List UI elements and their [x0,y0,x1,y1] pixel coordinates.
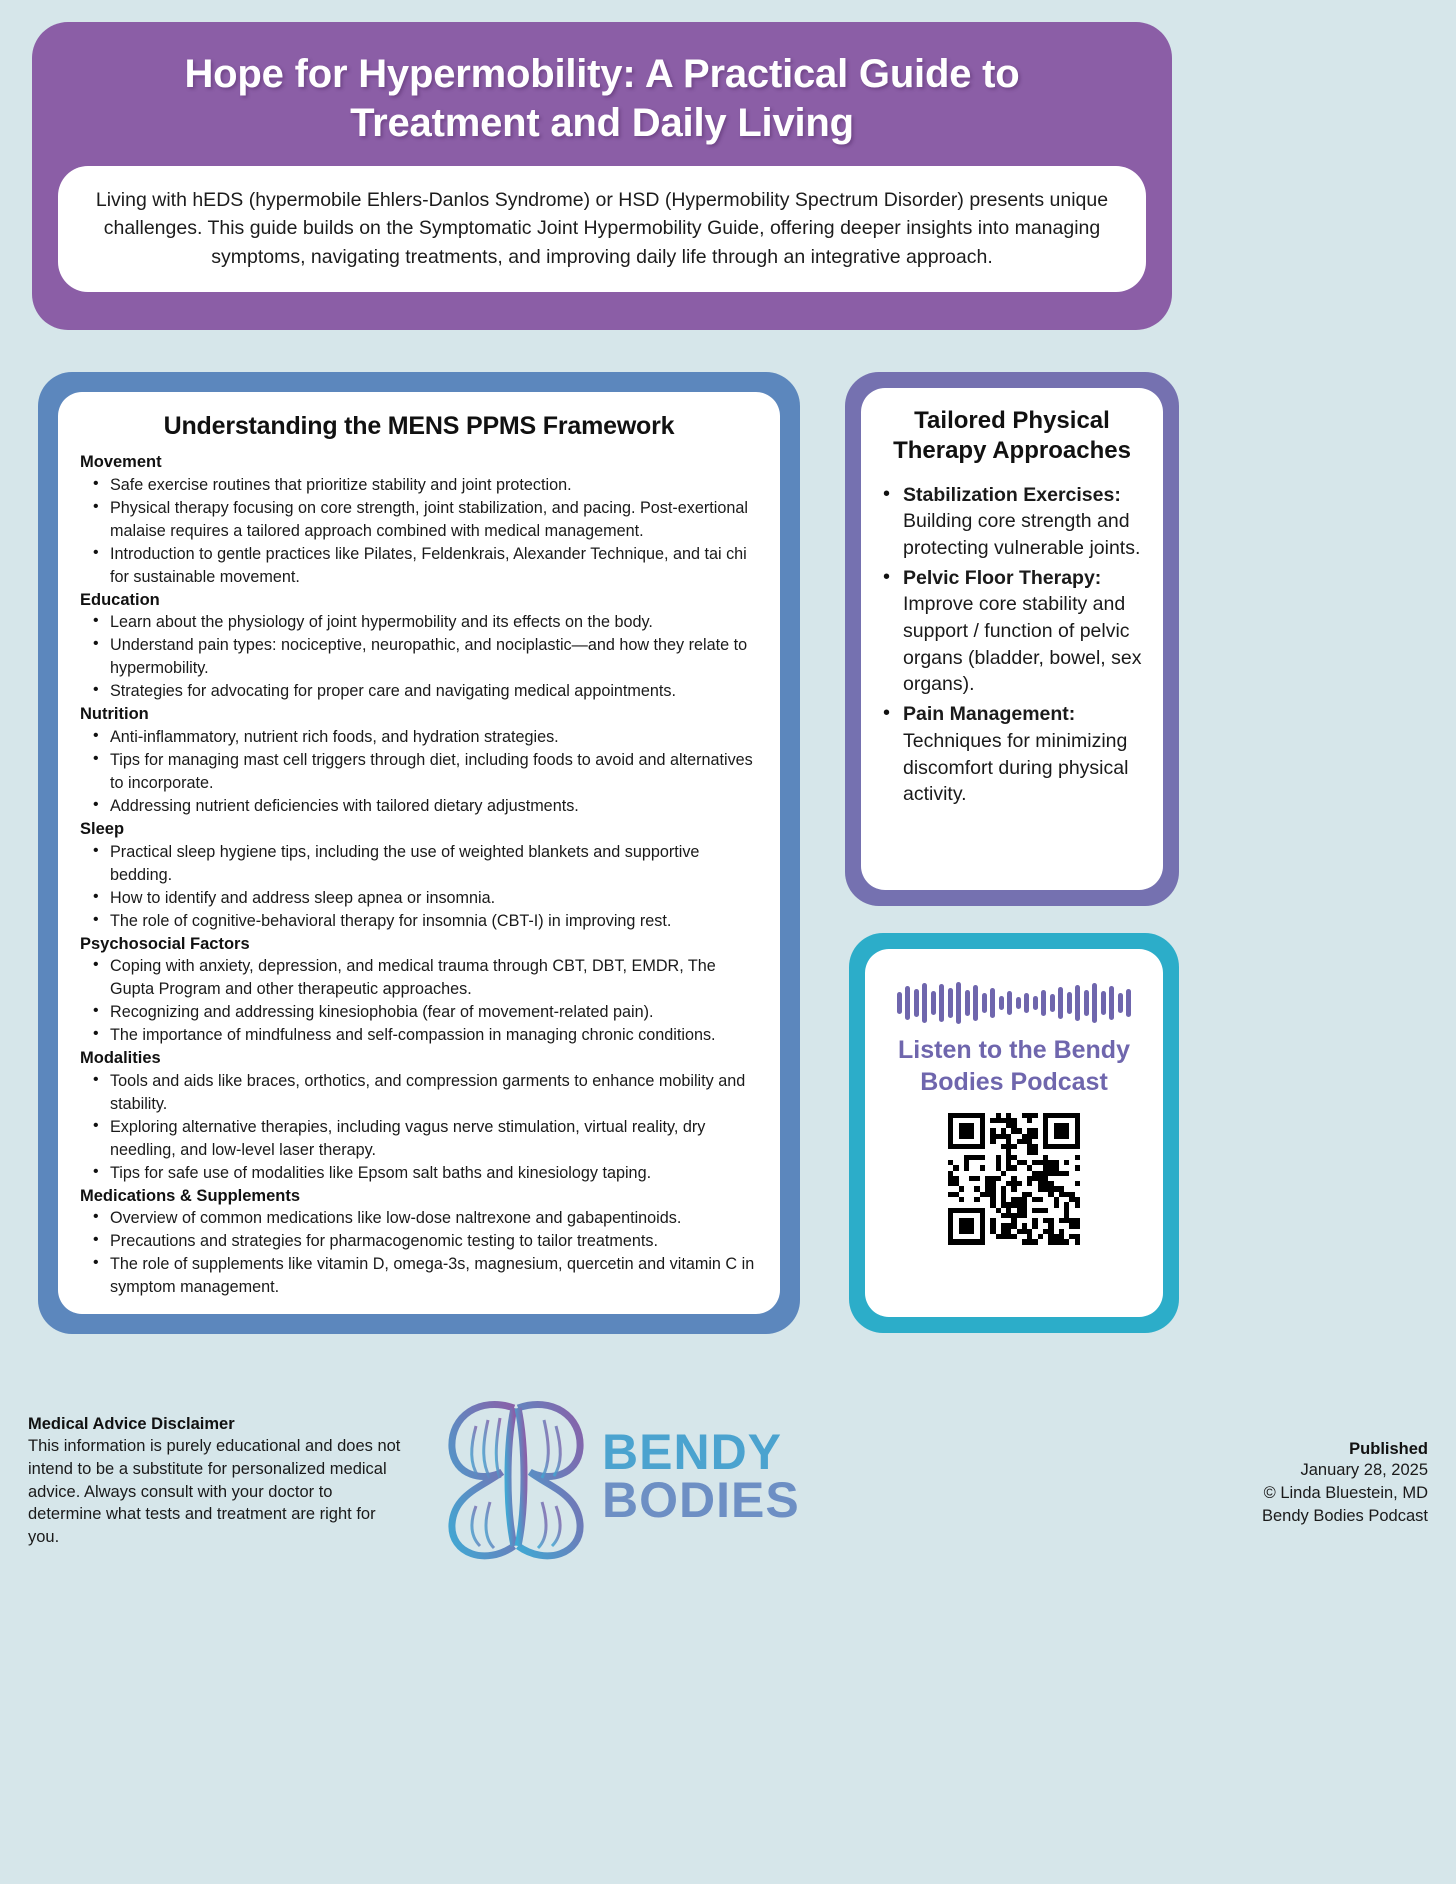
list-item [875,701,1149,808]
waveform-bar [1033,996,1038,1010]
list-item: • Safe exercise routines that prioritize stability and joint protection. [80,474,758,497]
list-item [875,482,1149,562]
waveform-bar [1024,993,1029,1013]
list-item: • Overview of common medications like low-dose naltrexone and gabapentinoids. [80,1207,758,1230]
list-item: • The role of cognitive-behavioral therapy for insomnia (CBT-I) in improving rest. [80,910,758,933]
waveform-bar [1118,993,1123,1013]
section-heading: Sleep [80,819,125,838]
section-list [80,1207,758,1299]
waveform-bar [1050,994,1055,1012]
published-date: January 28, 2025 [1300,1461,1428,1479]
waveform-bar [1109,986,1114,1020]
waveform-bar [982,993,987,1013]
section-list [80,474,758,589]
header-subtitle: Living with hEDS (hypermobile Ehlers-Danlos Syndrome) or HSD (Hypermobility Spectrum Disorder) presents unique challenges. This guide builds on the Symptomatic Joint Hypermobility Guide, offering deeper insights into managing symptoms, navigating treatments, and improving daily life through an integrative approach. [95,188,1109,269]
waveform-bar [897,992,902,1014]
section-list [80,955,758,1047]
waveform-bar [948,988,953,1018]
pt-description: Improve core stability and support / function of pelvic organs (bladder, bowel, sex organs). [903,593,1142,696]
waveform-bar [1067,992,1072,1014]
list-item: • Tips for safe use of modalities like Epsom salt baths and kinesiology taping. [80,1162,758,1185]
waveform-bar [1058,987,1063,1019]
disclaimer-heading: Medical Advice Disclaimer [28,1415,235,1433]
audio-waveform-icon [897,981,1132,1025]
list-item: • Addressing nutrient deficiencies with tailored dietary adjustments. [80,795,758,818]
waveform-bar [1126,989,1131,1017]
section-list [80,1070,758,1185]
list-item: • Anti-inflammatory, nutrient rich foods, and hydration strategies. [80,726,758,749]
medical-advice-disclaimer [28,1415,408,1549]
waveform-bar [990,988,995,1018]
waveform-bar [1041,990,1046,1016]
waveform-bar [1101,991,1106,1015]
waveform-bar [956,982,961,1024]
list-item: • Recognizing and addressing kinesiophobia (fear of movement-related pain). [80,1001,758,1024]
pt-term: Pain Management: [903,703,1076,726]
section-heading: Modalities [80,1049,161,1068]
list-item: • How to identify and address sleep apnea or insomnia. [80,887,758,910]
physical-therapy-title: Tailored Physical Therapy Approaches [893,407,1131,464]
header-subtitle-panel [58,166,1146,293]
waveform-bar [922,983,927,1023]
list-item: • Coping with anxiety, depression, and medical trauma through CBT, DBT, EMDR, The Gupta Program and other therapeutic approaches. [80,955,758,1001]
physical-therapy-list [875,482,1149,808]
mens-ppms-framework-content [58,392,780,1314]
waveform-bar [1007,991,1012,1015]
list-item [875,565,1149,699]
list-item: • Tips for managing mast cell triggers through diet, including foods to avoid and alternatives to incorporate. [80,749,758,795]
waveform-bar [1084,990,1089,1016]
publication-info [1262,1440,1428,1527]
header-card [32,22,1172,330]
waveform-bar [973,985,978,1021]
list-item: • Exploring alternative therapies, including vagus nerve stimulation, virtual reality, dry needling, and low-level laser therapy. [80,1116,758,1162]
bendy-bodies-butterfly-logo-icon [440,1390,592,1562]
list-item: • The role of supplements like vitamin D, omega-3s, magnesium, quercetin and vitamin C in symptom management. [80,1253,758,1299]
waveform-bar [931,991,936,1015]
list-item: • Introduction to gentle practices like Pilates, Feldenkrais, Alexander Technique, and tai chi for sustainable movement. [80,543,758,589]
list-item: • Precautions and strategies for pharmacogenomic testing to tailor treatments. [80,1230,758,1253]
physical-therapy-content [861,388,1163,890]
list-item: • Understand pain types: nociceptive, neuropathic, and nociplastic—and how they relate to hypermobility. [80,634,758,680]
list-item: • Learn about the physiology of joint hypermobility and its effects on the body. [80,611,758,634]
publisher-name: Bendy Bodies Podcast [1261,1506,1428,1525]
mens-ppms-framework-card [38,372,800,1334]
footer [0,1382,1456,1884]
list-item: • Tools and aids like braces, orthotics, and compression garments to enhance mobility and stability. [80,1070,758,1116]
qr-code-icon[interactable] [948,1113,1080,1245]
section-list [80,841,758,933]
podcast-content [865,949,1163,1317]
published-heading: Published [1349,1440,1428,1458]
physical-therapy-card [845,372,1179,906]
qr-module [1075,1239,1080,1244]
page-title: Hope for Hypermobility: A Practical Guide to Treatment and Daily Living [184,52,1020,145]
copyright-notice: © Linda Bluestein, MD [1263,1483,1428,1502]
waveform-bar [1075,985,1080,1021]
section-heading: Education [80,590,160,609]
pt-term: Stabilization Exercises: [903,483,1121,506]
pt-description: Building core strength and protecting vulnerable joints. [903,510,1141,559]
waveform-bar [1016,997,1021,1009]
section-heading: Movement [80,453,162,471]
pt-description: Techniques for minimizing discomfort during physical activity. [903,729,1129,806]
podcast-card[interactable] [849,933,1179,1333]
waveform-bar [1092,983,1097,1023]
waveform-bar [965,990,970,1016]
list-item: • The importance of mindfulness and self-compassion in managing chronic conditions. [80,1024,758,1047]
disclaimer-body: This information is purely educational and does not intend to be a substitute for personalized medical advice. Always consult with your doctor to determine what tests and treatment are right for you. [28,1437,401,1547]
section-list [80,611,758,703]
list-item: • Physical therapy focusing on core strength, joint stabilization, and pacing. Post-exertional malaise requires a tailored approach combined with medical management. [80,497,758,543]
waveform-bar [905,986,910,1020]
podcast-title: Listen to the Bendy Bodies Podcast [898,1036,1130,1096]
waveform-bar [999,996,1004,1010]
section-heading: Medications & Supplements [80,1186,301,1205]
list-item: • Practical sleep hygiene tips, including the use of weighted blankets and supportive bedding. [80,841,758,887]
section-list [80,726,758,818]
framework-title: Understanding the MENS PPMS Framework [163,412,675,440]
logo-line-2: BODIES [602,1472,800,1528]
waveform-bar [939,984,944,1022]
section-heading: Psychosocial Factors [80,934,250,953]
pt-term: Pelvic Floor Therapy: [903,566,1102,589]
framework-sections [80,452,758,1299]
logo-line-1: BENDY [602,1424,783,1480]
list-item: • Strategies for advocating for proper care and navigating medical appointments. [80,680,758,703]
waveform-bar [914,989,919,1017]
brand-logo [440,1390,800,1562]
section-heading: Nutrition [80,705,149,724]
